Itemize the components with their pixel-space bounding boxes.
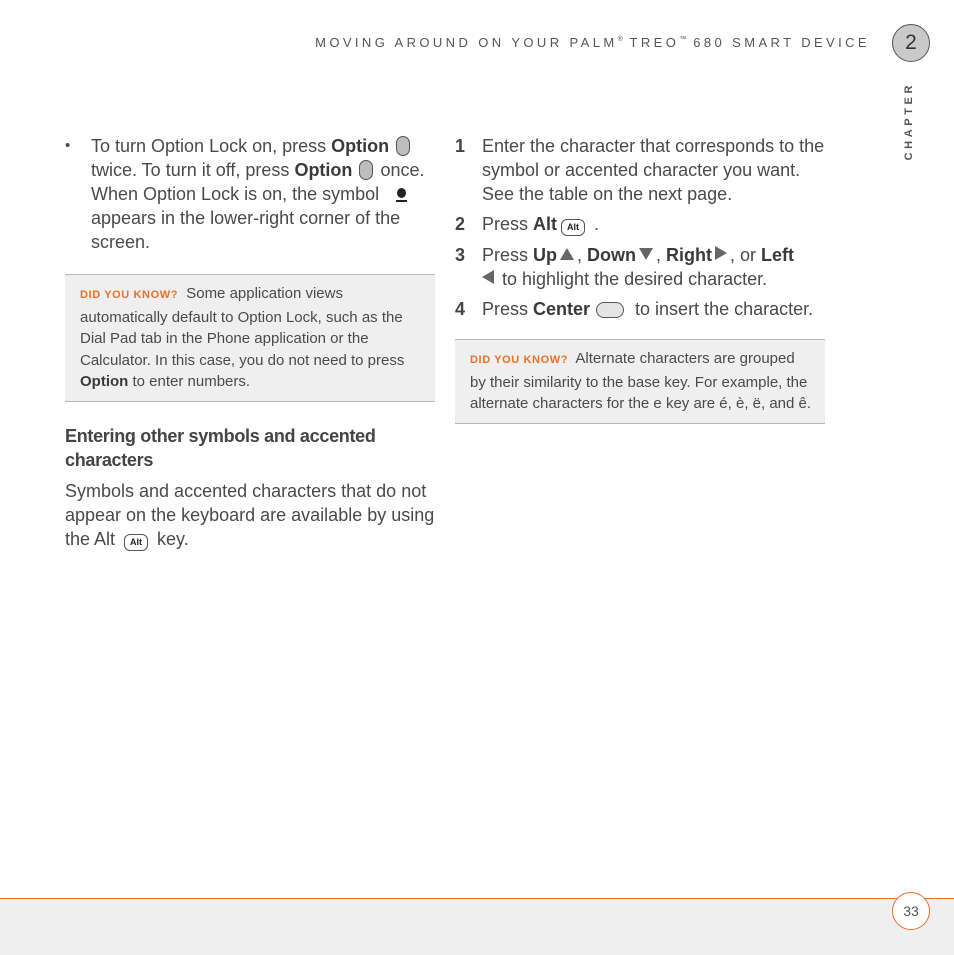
up-arrow-icon (560, 248, 574, 260)
step-4: 4 Press Center to insert the character. (455, 299, 814, 319)
step-1: 1 Enter the character that corresponds to the symbol or accented character you want. See the table on the next page. (455, 136, 825, 204)
tip-label: DID YOU KNOW? (470, 354, 569, 366)
left-column (65, 134, 435, 551)
tip-label: DID YOU KNOW? (80, 289, 179, 301)
chapter-number: 2 (905, 31, 917, 54)
step-2: 2 Press Alt Alt . (455, 214, 600, 234)
running-header: MOVING AROUND ON YOUR PALM® TREO™ 680 SMART DEVICE (315, 35, 870, 50)
did-you-know-tip: DID YOU KNOW? Alternate characters are grouped by their similarity to the base key. For example, the alternate characters for the e key are é, è, ë, and ê. (455, 339, 825, 424)
down-arrow-icon (639, 248, 653, 260)
chapter-number-badge (892, 24, 930, 62)
alt-key-icon: Alt (561, 219, 585, 236)
footer-band (0, 898, 954, 955)
step-3: 3 Press Up , Down , Right , or Left to highlight the desired character. (455, 245, 795, 289)
page-number-badge (892, 892, 930, 930)
right-column (455, 134, 825, 424)
chapter-label: CHAPTER (903, 82, 915, 161)
did-you-know-tip: DID YOU KNOW? Some application views automatically default to Option Lock, such as the Dial Pad tab in the Phone application or the Calculator. In this case, you do not need to press Option to enter numbers. (65, 274, 435, 402)
step-number: 2 (455, 214, 466, 234)
page-number: 33 (903, 903, 919, 919)
step-number: 3 (455, 245, 466, 265)
right-arrow-icon (715, 246, 727, 260)
alt-key-icon: Alt (124, 534, 148, 551)
option-key-icon (359, 160, 373, 180)
option-lock-bullet: • To turn Option Lock on, press Option twice. To turn it off, press Option once. When Option Lock is on, the symbol appears in the lower-right corner of the screen. (65, 136, 425, 252)
section-subheading: Entering other symbols and accented characters (65, 425, 376, 470)
step-number: 4 (455, 299, 466, 319)
bullet-marker: • (65, 137, 71, 154)
center-button-icon (596, 302, 624, 318)
body-paragraph: Symbols and accented characters that do not appear on the keyboard are available by using the Alt Alt key. (65, 480, 435, 549)
step-number: 1 (455, 136, 466, 156)
left-arrow-icon (482, 270, 494, 284)
option-key-icon (396, 136, 410, 156)
option-lock-indicator-icon (392, 186, 412, 204)
